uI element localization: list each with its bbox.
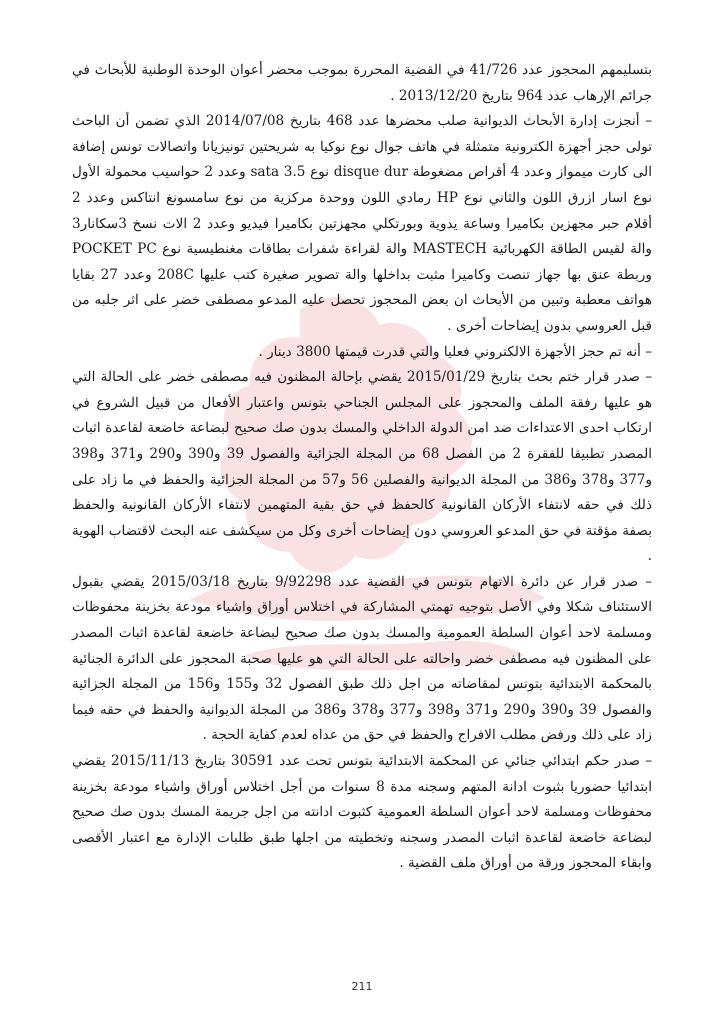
paragraph-investigation-closure: – صدر قرار ختم بحث بتاريخ 2015/01/29 يقضي بإحالة المظنون فيه مصطفى خضر على الحالة التي هو عليها رفقة الملف والمحجوز على المجلس الجناحي بتونس واعتبار الأفعال من قبيل الشروع في ارتكاب احدى الاعتداءات ضد امن الدولة الداخلي والمسك بدون صك صحيح لبضاعة خاضعة لقاعدة اثبات المصدر تطبيقا للفقرة 2 من الفصل 68 من المجلة الجزائية والفصول 39 و390 و290 و371 و398 و377 و378 و386 من المجلة الديوانية والفصلين 56 و57 من المجلة الجزائية والحفظ في ما زاد على ذلك في حقه لانتفاء الأركان القانونية كالحفظ في حق بقية المتهمين لانتفاء الأركان القانونية والحفظ بصفة مؤقتة في حق المدعو العروسي دون إيضاحات أخرى وكل من سيكشف عنه البحث لاقتضاب الهوية . bbox=[72, 369, 653, 565]
paragraph-seized-value: – أنه تم حجز الأجهزة الالكتروني فعليا والتي قدرت قيمتها 3800 دينار . bbox=[258, 343, 652, 360]
page-number: 211 bbox=[351, 980, 373, 993]
paragraph-indictment-chamber: – صدر قرار عن دائرة الاتهام بتونس في القضية عدد 9/92298 بتاريخ 2015/03/18 يقضي بقبول الاستئناف شكلا وفي الأصل بتوجيه تهمتي المشاركة في اختلاس أوراق واشياء مودعة بخزينة محفوظات ومسلمة لاحد أعوان السلطة العمومية والمسك بدون صك صحيح لبضاعة خاضعة لقاعدة اثبات المصدر على المظنون فيه مصطفى خضر واحالته على الحالة التي هو عليها صحبة المحجوز على الدائرة الجنائية بالمحكمة الابتدائية بتونس لمقاضاته من اجل ذلك طبق الفصول 32 و155 و156 من المجلة الجزائية والفصول 39 و390 و290 و371 و398 و377 و378 و386 من المجلة الديوانية والحفظ في حقه فيما زاد على ذلك ورفض مطلب الافراج والحفظ في حق من عداه لعدم كفاية الحجة . bbox=[72, 573, 653, 744]
paragraph-customs-report: – أنجزت إدارة الأبحاث الديوانية صلب محضرها عدد 468 بتاريخ 2014/07/08 الذي تضمن أن الباحث تولى حجز أجهزة الكترونية متمثلة في هاتف جوال نوع نوكيا به شريحتين تونيزيانا واتصالات تونس إضافة الى كارت ميمواز وعدد 4 أقراص مضغوطة disque dur نوع sata 3.5 وعدد 2 حواسيب محمولة الأول نوع اسار ازرق اللون والثاني نوع HP رمادي اللون ووحدة مركزية من نوع سامسونغ انتاكس وعدد 2 أقلام حبر مجهزين بكاميرا وساعة يدوية وبورتكلي مجهزتين بكاميرا فيديو وعدد 2 الات نسخ 3سكانار3 والة لقيس الطاقة الكهربائية MASTECH والة لقراءة شفرات بطاقات مغنطيسية نوع POCKET PC وربطة عنق بها جهاز تنصت وكاميرا مثبت بداخلها والة تصوير صغيرة كتب عليها 208C وعدد 27 بقايا هواتف معطبة وتبين من الأبحاث ان بعض المحجوز تحصل عليه المدعو مصطفى خضر على اثر جلبه من قبل العروسي بدون إيضاحات أخرى . bbox=[72, 113, 653, 334]
paragraph-first-instance-ruling: – صدر حكم ابتدائي جنائي عن المحكمة الابتدائية بتونس تحت عدد 30591 بتاريخ 2015/11/13 يقضي ابتدائيا حضوريا بثبوت ادانة المتهم وسجنه مدة 8 سنوات من أجل اختلاس أوراق واشياء مودعة بخزينة محفوظات ومسلمة لاحد أعوان السلطة العمومية كثبوت ادانته من اجل جريمة المسك بدون صك صحيح لبضاعة خاضعة لقاعدة اثبات المصدر وسجنه وتخطيته من اجلها طبق طلبات الإدارة مع اعتبار الأقصى وابقاء المحجوز ورقة من أوراق ملف القضية . bbox=[72, 753, 652, 872]
paragraph-seizure-handover: بتسليمهم المحجوز عدد 41/726 في القضية المحررة بموجب محضر أعوان الوحدة الوطنية للأبحاث في جرائم الإرهاب عدد 964 بتاريخ 2013/12/20 . bbox=[72, 62, 652, 104]
document-body bbox=[72, 58, 652, 877]
